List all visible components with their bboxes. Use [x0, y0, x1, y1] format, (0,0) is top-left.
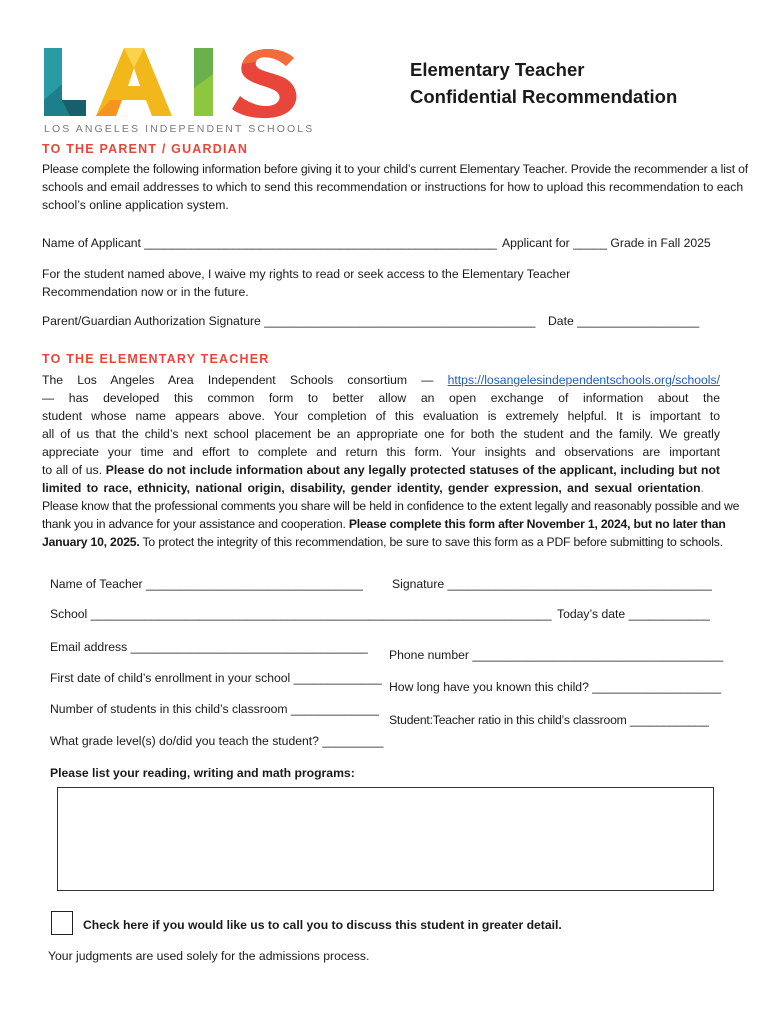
lais-wordmark — [44, 44, 300, 119]
email-field[interactable]: Email address ___________________________________ — [50, 640, 368, 654]
instructions-line: appreciate your time and effort to complete and return this form. Your insights and observations are important — [42, 445, 720, 459]
callback-label[interactable]: Check here if you would like us to call you to discuss this student in greater detail. — [83, 918, 562, 932]
waiver-line: Recommendation now or in the future. — [42, 285, 249, 299]
programs-label: Please list your reading, writing and math programs: — [50, 766, 355, 780]
teacher-signature-field[interactable]: Signature _______________________________________ — [392, 577, 712, 591]
programs-textarea[interactable] — [57, 787, 714, 891]
instructions-line — [42, 479, 720, 497]
schools-link[interactable]: https://losangelesindependentschools.org/schools/ — [447, 373, 720, 387]
ratio-field[interactable]: Student:Teacher ratio in this child’s classroom ____________ — [389, 713, 709, 727]
instructions-line: schools and email addresses to which to send this recommendation or instructions for how to upload this recommendation to each — [42, 180, 744, 194]
class-size-field[interactable]: Number of students in this child’s classroom _____________ — [50, 702, 380, 716]
instructions-text: To protect the integrity of this recommendation, be sure to save this form as a PDF before submitting to schools. — [142, 535, 723, 549]
grade-levels-field[interactable]: What grade level(s) do/did you teach the student? _________ — [50, 734, 384, 748]
applicant-grade-field[interactable]: Applicant for _____ Grade in Fall 2025 — [502, 236, 711, 250]
parent-section-heading: TO THE PARENT / GUARDIAN — [42, 142, 249, 156]
instructions-line: student whose name appears above. Your completion of this evaluation is extremely helpful. It is important to — [42, 409, 720, 423]
protected-status-notice: Please do not include information about any legally protected statuses of the applicant, including but not — [105, 463, 720, 477]
todays-date-field[interactable]: Today’s date ____________ — [557, 607, 710, 621]
protected-status-notice: limited to race, ethnicity, national origin, disability, gender identity, gender expression, and sexual orientation — [42, 481, 701, 495]
form-title — [410, 56, 740, 110]
deadline-notice: Please complete this form after November 1, 2024, but no later than — [348, 517, 726, 531]
instructions-line — [42, 533, 723, 551]
enrollment-date-field[interactable]: First date of child’s enrollment in your school _____________ — [50, 671, 382, 685]
instructions-text: The Los Angeles Area Independent Schools consortium — — [42, 373, 434, 387]
deadline-date: January 10, 2025. — [42, 535, 140, 549]
logo-subtitle: LOS ANGELES INDEPENDENT SCHOOLS — [44, 123, 315, 135]
instructions-text: thank you in advance for your assistance and cooperation. — [42, 517, 346, 531]
school-field[interactable]: School ____________________________________________________________________ — [50, 607, 552, 621]
waiver-line: For the student named above, I waive my rights to read or seek access to the Elementary Teacher — [42, 267, 571, 281]
teacher-name-field[interactable]: Name of Teacher ________________________________ — [50, 577, 363, 591]
instructions-line — [42, 371, 720, 389]
teacher-instructions — [42, 371, 740, 551]
instructions-line: — has developed this common form to better allow an open exchange of information about the — [42, 391, 720, 405]
callback-checkbox[interactable] — [51, 911, 73, 935]
instructions-line: all of us that the child’s next school placement be an appropriate one for both the student and the family. We greatly — [42, 427, 720, 441]
parent-signature-field[interactable]: Parent/Guardian Authorization Signature ________________________________________ — [42, 314, 536, 328]
instructions-line: school’s online application system. — [42, 198, 229, 212]
footer-note: Your judgments are used solely for the admissions process. — [48, 949, 370, 963]
instructions-line — [42, 461, 720, 479]
parent-date-field[interactable]: Date __________________ — [548, 314, 700, 328]
phone-field[interactable]: Phone number _____________________________________ — [389, 648, 724, 662]
applicant-name-field[interactable]: Name of Applicant ____________________________________________________ — [42, 236, 497, 250]
instructions-line: Please complete the following information before giving it to your child’s current Elementary Teacher. Provide the recommender a list of — [42, 162, 749, 176]
instructions-line: Please know that the professional comments you share will be held in confidence to the extent legally and reasonably possible and we — [42, 499, 740, 513]
title-line-2: Confidential Recommendation — [410, 86, 678, 107]
instructions-text: to all of us. — [42, 463, 103, 477]
teacher-section-heading: TO THE ELEMENTARY TEACHER — [42, 352, 270, 366]
title-line-1: Elementary Teacher — [410, 59, 585, 80]
known-duration-field[interactable]: How long have you known this child? ___________________ — [389, 680, 722, 694]
instructions-line — [42, 515, 726, 533]
period: . — [700, 481, 704, 495]
lais-logo — [44, 44, 315, 139]
waiver-statement — [42, 265, 571, 301]
parent-instructions — [42, 160, 749, 214]
